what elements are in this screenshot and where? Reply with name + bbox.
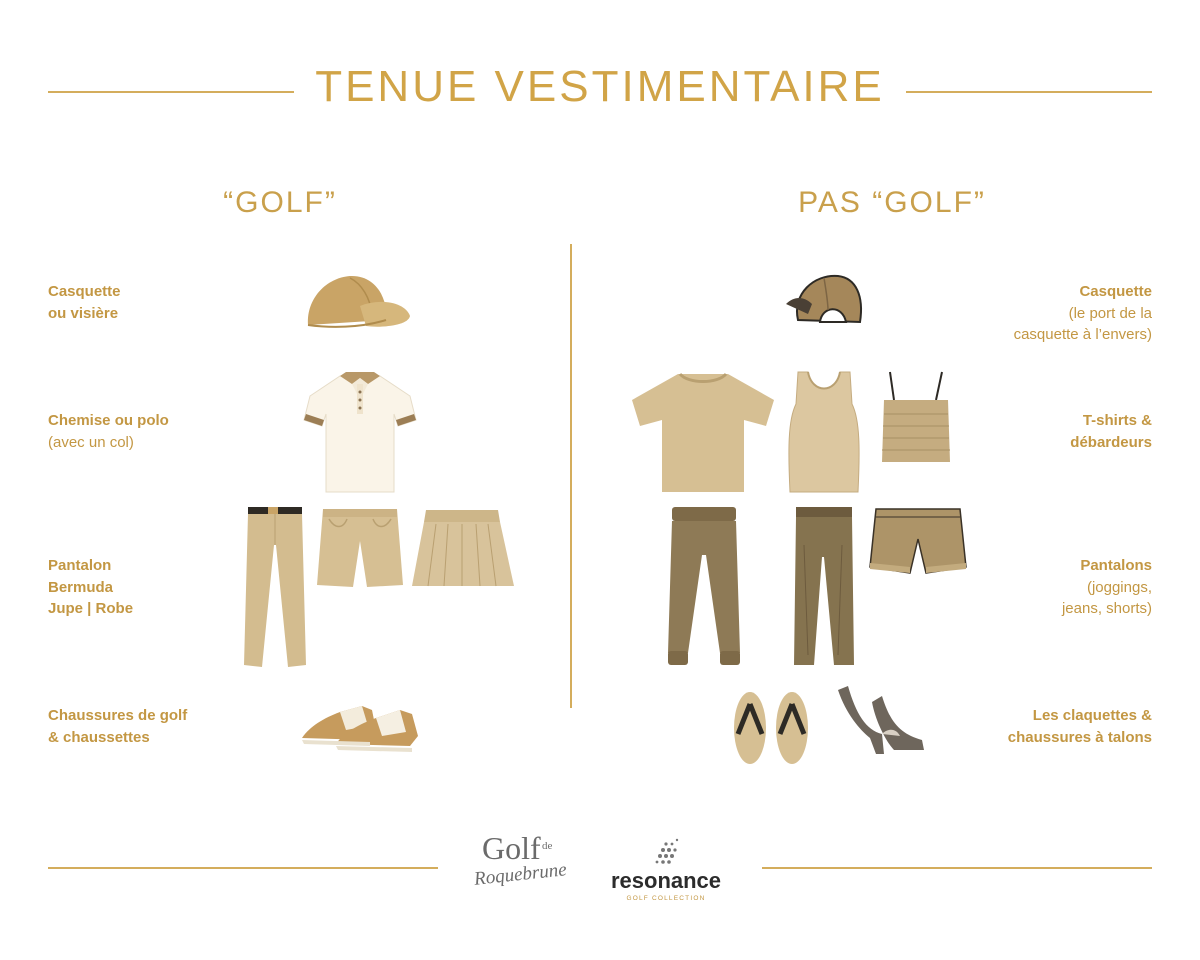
not-golf-label-shoes: Les claquettes & chaussures à talons (1007, 707, 1152, 746)
denim-shorts-icon (868, 505, 968, 577)
crop-top-icon (878, 370, 954, 468)
golf-shoes-icon (300, 700, 422, 752)
resonance-tagline: GOLF COLLECTION (626, 895, 706, 902)
jeans-icon (792, 505, 856, 667)
logo-golf-text: Golf (482, 830, 541, 866)
resonance-logo (606, 834, 726, 904)
resonance-name: resonance (610, 868, 722, 893)
polo-icon (300, 370, 420, 495)
golf-column-heading: “GOLF” (223, 186, 337, 219)
not-golf-column-heading: PAS “GOLF” (798, 186, 986, 219)
resonance-dots-icon (650, 836, 684, 866)
skirt-icon (410, 508, 515, 590)
logo-roquebrune-text: Roquebrune (473, 859, 568, 890)
golf-label-shoes: Chaussures de golf & chaussettes (48, 707, 188, 746)
not-golf-label-tops: T-shirts & débardeurs (1070, 412, 1152, 451)
bermuda-icon (315, 505, 405, 590)
column-divider (570, 244, 572, 708)
joggers-icon (664, 505, 744, 667)
title-rule-right (906, 91, 1152, 93)
reversed-cap-icon (784, 270, 866, 330)
trousers-icon (240, 505, 310, 670)
golf-roquebrune-logo (474, 830, 589, 902)
footer-rule-left (48, 867, 438, 869)
golf-label-polo: Chemise ou polo (avec un col) (48, 412, 169, 451)
flip-flops-icon (730, 690, 812, 766)
golf-label-bottoms: Pantalon Bermuda Jupe | Robe (48, 557, 134, 617)
not-golf-label-cap: Casquette (le port de la casquette à l’envers) (1013, 283, 1152, 343)
golf-label-cap: Casquette ou visière (48, 283, 121, 322)
footer-rule-right (762, 867, 1152, 869)
not-golf-label-bottoms: Pantalons (joggings, jeans, shorts) (1061, 557, 1152, 617)
tank-top-icon (786, 370, 862, 495)
high-heels-icon (836, 684, 928, 756)
logo-de-text: de (542, 840, 553, 852)
tshirt-icon (628, 370, 778, 495)
cap-icon (300, 270, 415, 332)
page-title: TENUE VESTIMENTAIRE (315, 62, 885, 111)
